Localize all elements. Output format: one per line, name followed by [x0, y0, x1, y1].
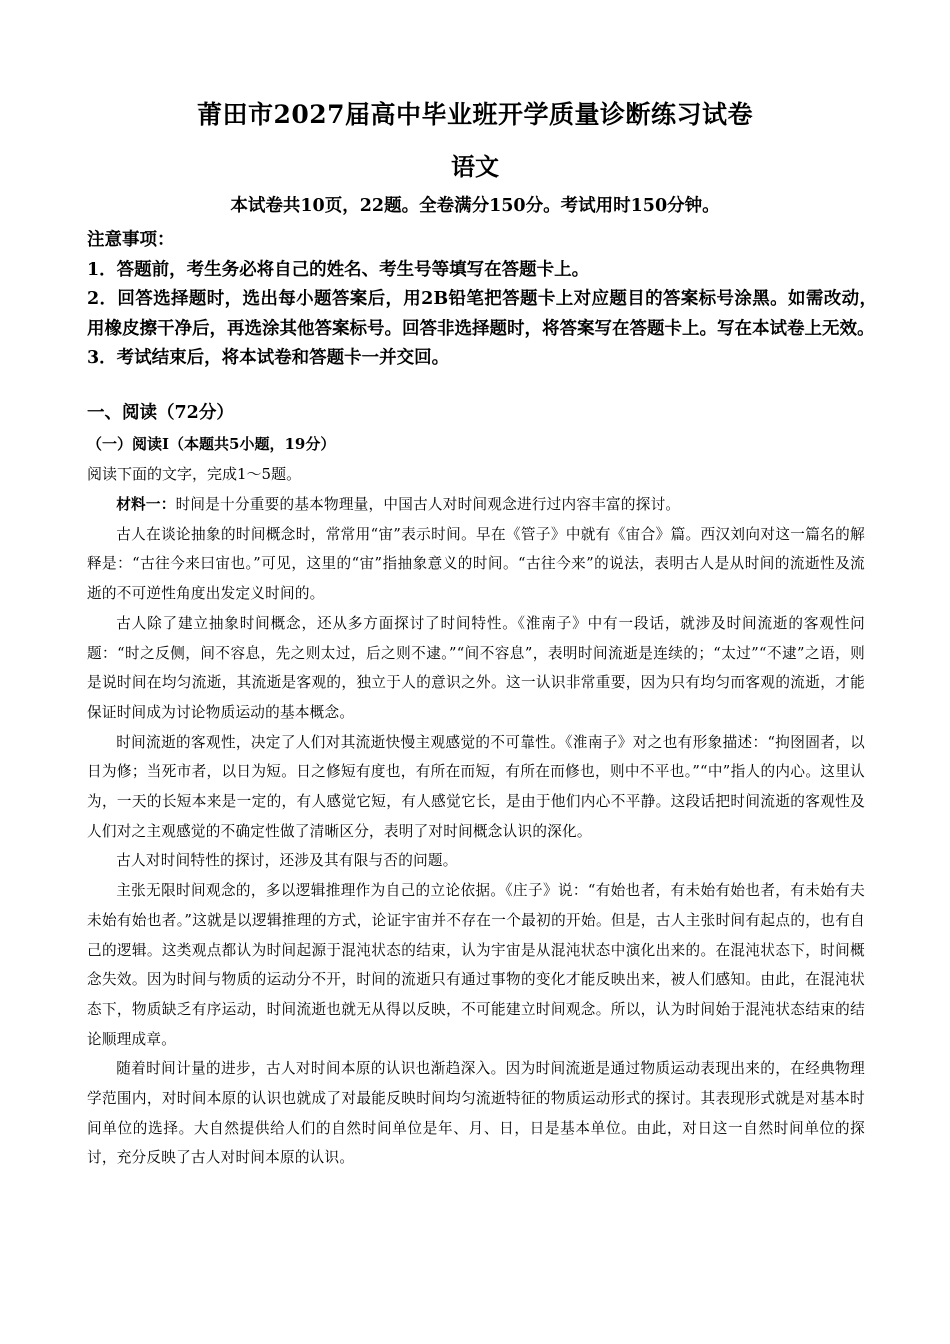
passage-paragraph: [87, 490, 865, 520]
reading-passage: [87, 490, 865, 1173]
notice-item: 1．答题前，考生务必将自己的姓名、考生号等填写在答题卡上。: [87, 259, 590, 280]
passage-paragraph: 随着时间计量的进步，古人对时间本原的认识也渐趋深入。因为时间流逝是通过物质运动表现出来的，在经典物理学范围内，对时间本原的认识也就成了对最能反映时间均匀流逝特征的物质运动形式的探讨。其表现形式就是对基本时间单位的选择。大自然提供给人们的自然时间单位是年、月、日，日是基本单位。由此，对日这一自然时间单位的探讨，充分反映了古人对时间本原的认识。: [87, 1060, 865, 1167]
subsection-title: （一）阅读I（本题共5小题，19分）: [87, 435, 336, 453]
subject-title: 语文: [451, 152, 499, 181]
reading-instruction: 阅读下面的文字，完成1～5题。: [87, 465, 302, 483]
passage-paragraph: 时间流逝的客观性，决定了人们对其流逝快慢主观感觉的不可靠性。《淮南子》对之也有形象描述：“拘囹圄者，以日为修；当死市者，以日为短。日之修短有度也，有所在而短，有所在而修也，则中不平也。”“中”指人的内心。这里认为，一天的长短本来是一定的，有人感觉它短，有人感觉它长，是由于他们内心不平静。这段话把时间流逝的客观性及人们对之主观感觉的不确定性做了清晰区分，表明了对时间概念认识的深化。: [87, 733, 865, 840]
notice-section: [87, 226, 877, 374]
passage-paragraph: 古人除了建立抽象时间概念，还从多方面探讨了时间特性。《淮南子》中有一段话，就涉及时间流逝的客观性问题：“时之反侧，间不容息，先之则太过，后之则不逮。”“间不容息”，表明时间流逝是连续的；“太过”“不逮”之语，则是说时间在均匀流逝，其流逝是客观的，独立于人的意识之外。这一认识非常重要，因为只有均匀而客观的流逝，才能保证时间成为讨论物质运动的基本概念。: [87, 614, 865, 721]
exam-info: 本试卷共10页，22题。全卷满分150分。考试用时150分钟。: [230, 196, 720, 216]
exam-title: 莆田市2027届高中毕业班开学质量诊断练习试卷: [196, 100, 754, 129]
passage-paragraph: 古人对时间特性的探讨，还涉及其有限与否的问题。: [116, 852, 458, 870]
notice-item: 2．回答选择题时，选出每小题答案后，用2B铅笔把答题卡上对应题目的答案标号涂黑。如需改动，用橡皮擦干净后，再选涂其他答案标号。回答非选择题时，将答案写在答题卡上。写在本试卷上无效。: [87, 289, 877, 339]
section-title: 一、阅读（72分）: [87, 403, 234, 423]
passage-paragraph: 主张无限时间观念的，多以逻辑推理作为自己的立论依据。《庄子》说：“有始也者，有未始有始也者，有未始有夫未始有始也者。”这就是以逻辑推理的方式，论证宇宙并不存在一个最初的开始。但是，古人主张时间有起点的，也有自己的逻辑。这类观点都认为时间起源于混沌状态的结束，认为宇宙是从混沌状态中演化出来的。在混沌状态下，时间概念失效。因为时间与物质的运动分不开，时间的流逝只有通过事物的变化才能反映出来，被人们感知。由此，在混沌状态下，物质缺乏有序运动，时间流逝也就无从得以反映，不可能建立时间观念。所以，认为时间始于混沌状态结束的结论顺理成章。: [87, 882, 865, 1048]
paragraph-text: 时间是十分重要的基本物理量，中国古人对时间观念进行过内容丰富的探讨。: [175, 496, 681, 513]
notice-item: 3．考试结束后，将本试卷和答题卡一并交回。: [87, 348, 450, 368]
material-label: 材料一：: [116, 496, 176, 513]
passage-paragraph: 古人在谈论抽象的时间概念时，常常用“宙”表示时间。早在《管子》中就有《宙合》篇。西汉刘向对这一篇名的解释是：“古往今来曰宙也。”可见，这里的“宙”指抽象意义的时间。“古往今来”的说法，表明古人是从时间的流逝性及流逝的不可逆性角度出发定义时间的。: [87, 525, 865, 603]
notice-heading: 注意事项：: [87, 230, 175, 250]
